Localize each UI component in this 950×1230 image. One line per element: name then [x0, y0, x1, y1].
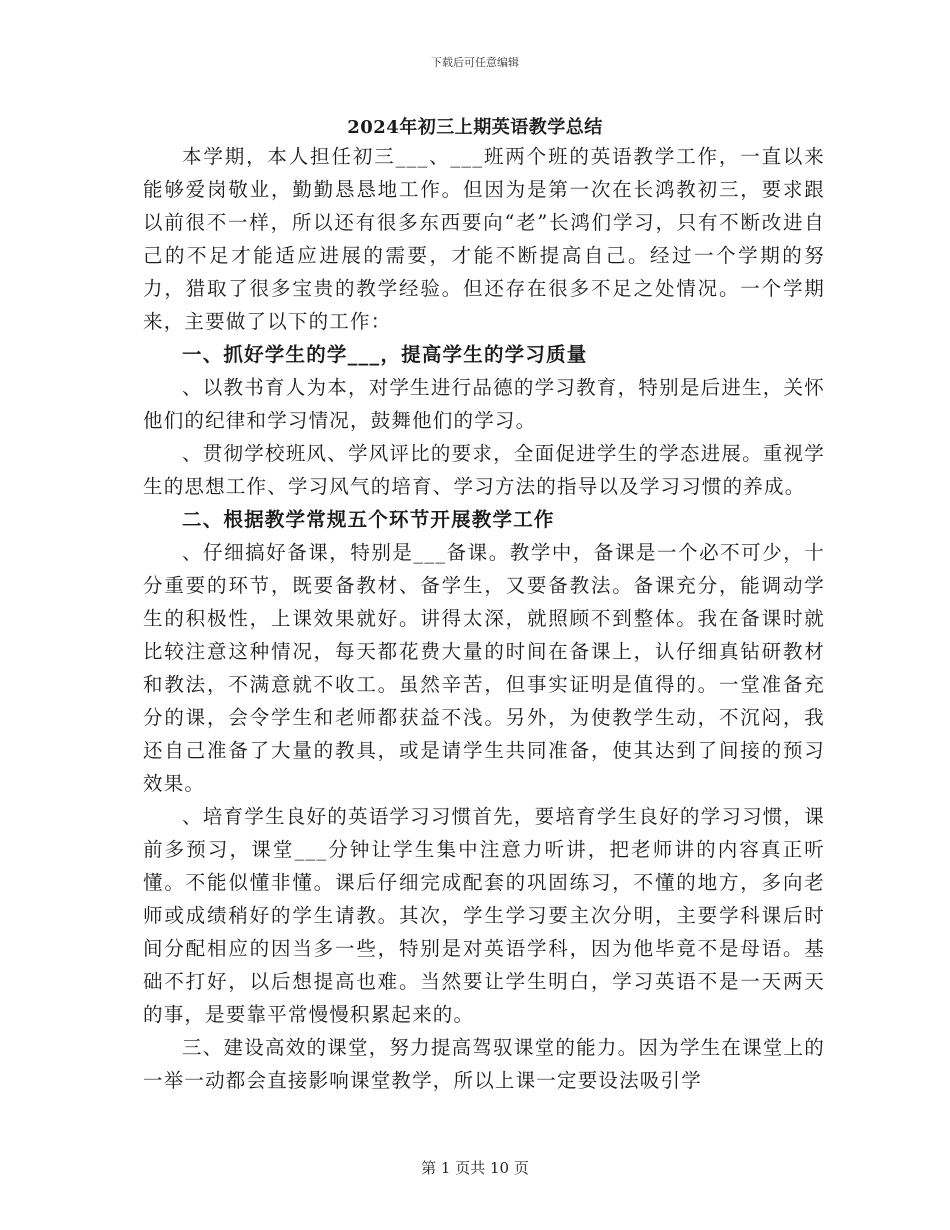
page-header-note: 下载后可任意编辑 — [431, 56, 519, 69]
document-body — [143, 140, 825, 1097]
paragraph-3: 三、建设高效的课堂，努力提高驾驭课堂的能力。因为学生在课堂上的一举一动都会直接影响课堂教学，所以上课一定要设法吸引学 — [143, 1036, 825, 1092]
section-heading-2: 二、根据教学常规五个环节开展教学工作 — [182, 508, 555, 531]
paragraph-1-1: 、以教书育人为本，对学生进行品德的学习教育，特别是后进生，关怀他们的纪律和学习情况，鼓舞他们的学习。 — [143, 376, 825, 432]
paragraph-intro: 本学期，本人担任初三___、___班两个班的英语教学工作，一直以来能够爱岗敬业，勤勤恳恳地工作。但因为是第一次在长鸿教初三，要求跟以前很不一样，所以还有很多东西要向“老”长鸿们学习，只有不断改进自己的不足才能适应进展的需要，才能不断提高自己。经过一个学期的努力，猎取了很多宝贵的教学经验。但还存在很多不足之处情况。一个学期来，主要做了以下的工作： — [143, 145, 825, 333]
page-number-footer: 第 1 页共 10 页 — [421, 1159, 529, 1177]
document-title: 2024年初三上期英语教学总结 — [347, 117, 603, 138]
paragraph-2-2: 、培育学生良好的英语学习习惯首先，要培育学生良好的学习习惯，课前多预习，课堂___分钟让学生集中注意力听讲，把老师讲的内容真正听懂。不能似懂非懂。课后仔细完成配套的巩固练习，不懂的地方，多向老师或成绩稍好的学生请教。其次，学生学习要主次分明，主要学科课后时间分配相应的因当多一些，特别是对英语学科，因为他毕竟不是母语。基础不打好，以后想提高也难。当然要让学生明白，学习英语不是一天两天的事，是要靠平常慢慢积累起来的。 — [143, 805, 825, 1026]
section-heading-1: 一、抓好学生的学___，提高学生的学习质量 — [182, 343, 588, 366]
paragraph-1-2: 、贯彻学校班风、学风评比的要求，全面促进学生的学态进展。重视学生的思想工作、学习风气的培育、学习方法的指导以及学习习惯的养成。 — [143, 442, 825, 498]
paragraph-2-1: 、仔细搞好备课，特别是___备课。教学中，备课是一个必不可少，十分重要的环节，既要备教材、备学生，又要备教法。备课充分，能调动学生的积极性，上课效果就好。讲得太深，就照顾不到整体。我在备课时就比较注意这种情况，每天都花费大量的时间在备课上，认仔细真钻研教材和教法，不满意就不收工。虽然辛苦，但事实证明是值得的。一堂准备充分的课，会令学生和老师都获益不浅。另外，为使教学生动，不沉闷，我还自己准备了大量的教具，或是请学生共同准备，使其达到了间接的预习效果。 — [143, 541, 825, 795]
